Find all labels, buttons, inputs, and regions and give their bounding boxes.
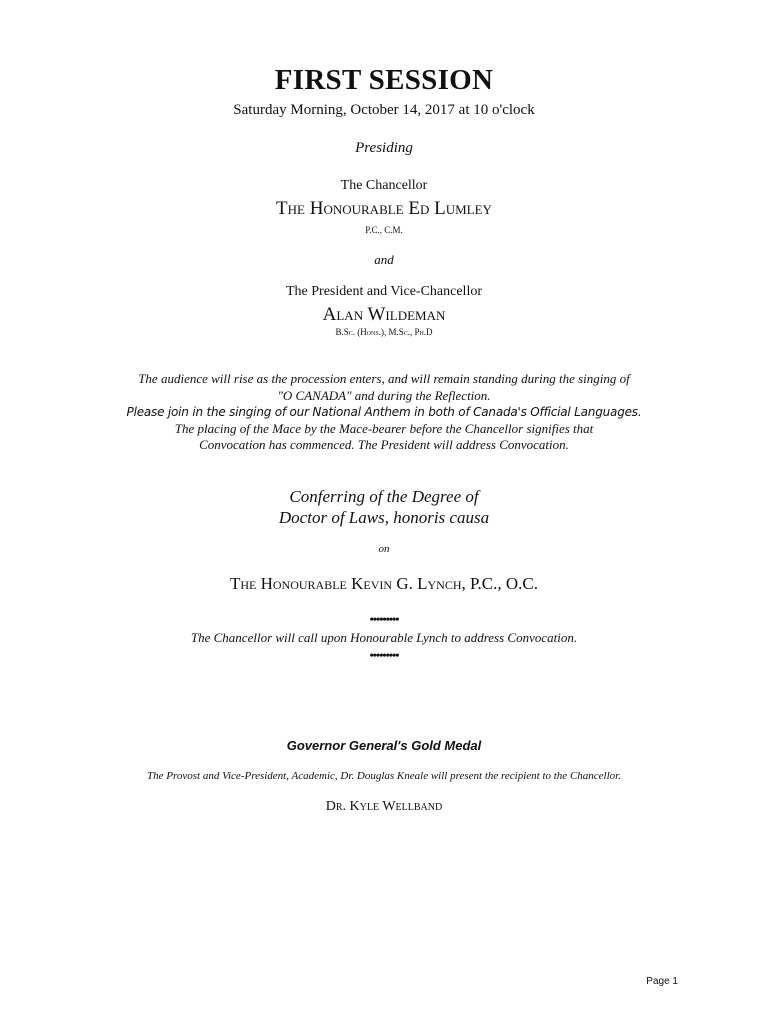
presiding-label: Presiding (355, 140, 413, 156)
president-name: Alan Wildeman (322, 304, 446, 325)
chancellor-name: The Honourable Ed Lumley (276, 198, 492, 219)
separator-dots: ••••••••• (369, 612, 399, 626)
instruction-line: The audience will rise as the procession enters, and will remain standing during the singing of (138, 371, 630, 386)
instruction-line: The placing of the Mace by the Mace-bearer before the Chancellor signifies that (174, 420, 594, 436)
chancellor-role: The Chancellor (340, 178, 428, 193)
conferring-line: Doctor of Laws, honoris causa (278, 508, 490, 527)
honoree-name: The Honourable Kevin G. Lynch, P.C., O.C. (229, 574, 539, 593)
conjunction-and: and (374, 252, 394, 267)
medal-heading: Governor General's Gold Medal (286, 738, 482, 753)
instruction-line: "O CANADA" and during the Reflection. (277, 387, 491, 403)
president-role: The President and Vice-Chancellor (286, 284, 482, 299)
president-credentials: B.Sc. (Hons.), M.Sc., Ph.D (335, 327, 433, 337)
provost-text: The Provost and Vice-President, Academic, Dr. Douglas Kneale will present the recipient to the Chancellor. (147, 770, 621, 782)
page-number: Page 1 (646, 976, 678, 987)
medal-recipient: Dr. Kyle Wellband (325, 799, 443, 814)
conferring-heading (0, 486, 768, 528)
session-date: Saturday Morning, October 14, 2017 at 10 o'clock (233, 102, 535, 118)
conferring-line: Conferring of the Degree of (289, 487, 479, 506)
separator-dots: ••••••••• (369, 648, 399, 662)
anthem-instruction-line: Please join in the singing of our National Anthem in both of Canada's Official Languages. (126, 405, 642, 419)
session-title: FIRST SESSION (274, 64, 494, 96)
chancellor-credentials: P.C., C.M. (365, 225, 403, 235)
on-label: on (378, 543, 390, 555)
instruction-line: Convocation has commenced. The President will address Convocation. (199, 437, 569, 452)
address-call: The Chancellor will call upon Honourable Lynch to address Convocation. (190, 630, 578, 645)
procession-instructions (80, 371, 688, 454)
